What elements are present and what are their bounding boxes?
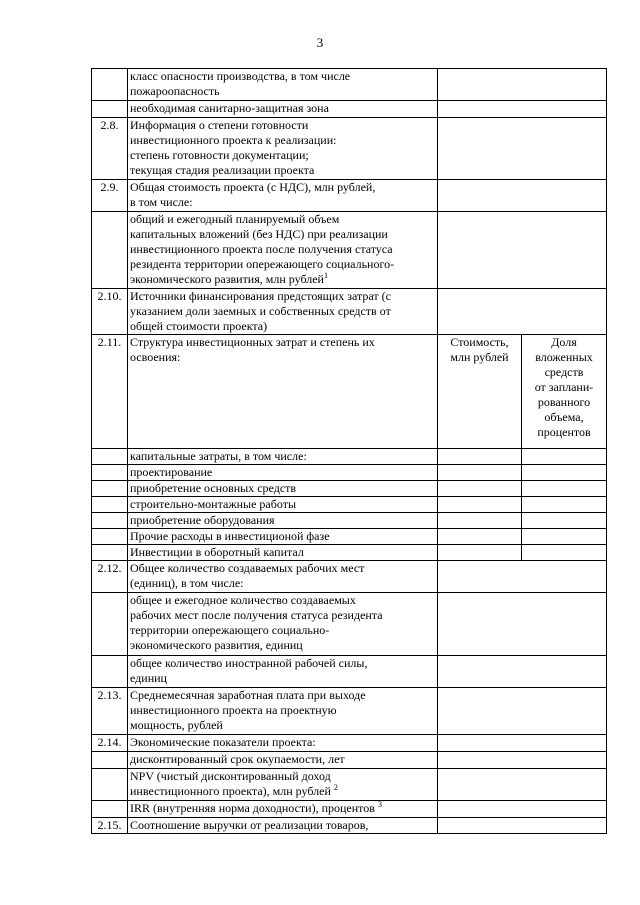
table-row — [92, 735, 607, 752]
share-value-cell[interactable] — [522, 449, 607, 465]
item-number-cell: 2.9. — [92, 180, 128, 212]
value-cell[interactable] — [438, 118, 607, 180]
cost-value-cell[interactable] — [438, 449, 522, 465]
table-row — [92, 118, 607, 180]
table-row — [92, 101, 607, 118]
cost-value-cell[interactable] — [438, 545, 522, 561]
table-row — [92, 529, 607, 545]
application-form-table — [91, 68, 607, 834]
item-number-cell: 2.11. — [92, 335, 128, 449]
footnote-marker: 2 — [333, 783, 338, 792]
value-cell[interactable] — [438, 818, 607, 834]
item-number-cell — [92, 212, 128, 289]
item-text-cell: приобретение оборудования — [128, 513, 438, 529]
value-cell[interactable] — [438, 801, 607, 818]
item-number-cell — [92, 545, 128, 561]
item-number-cell — [92, 449, 128, 465]
cost-value-cell[interactable] — [438, 529, 522, 545]
value-cell[interactable] — [438, 289, 607, 335]
table-row — [92, 335, 607, 449]
value-cell[interactable] — [438, 101, 607, 118]
value-cell[interactable] — [438, 769, 607, 801]
item-number-cell — [92, 513, 128, 529]
cost-value-cell[interactable] — [438, 481, 522, 497]
item-text-cell: Инвестиции в оборотный капитал — [128, 545, 438, 561]
item-number-cell — [92, 69, 128, 101]
item-number-cell: 2.14. — [92, 735, 128, 752]
cost-value-cell[interactable] — [438, 465, 522, 481]
table-row — [92, 752, 607, 769]
share-value-cell[interactable] — [522, 497, 607, 513]
item-text-cell: IRR (внутренняя норма доходности), процентов $^3$ — [128, 801, 438, 818]
item-text-cell: Прочие расходы в инвестиционой фазе — [128, 529, 438, 545]
share-column-header: Доля вложенных средств от заплани- рованного объема, процентов — [522, 335, 607, 449]
table-row — [92, 561, 607, 593]
item-number-cell: 2.13. — [92, 688, 128, 735]
table-row — [92, 545, 607, 561]
table-row — [92, 180, 607, 212]
item-number-cell — [92, 497, 128, 513]
table-row — [92, 497, 607, 513]
table-row — [92, 818, 607, 834]
item-text-cell: общее и ежегодное количество создаваемых рабочих мест после получения статуса резидента территории опережающего социально- экономического развития, единиц — [128, 593, 438, 656]
item-text-cell: класс опасности производства, в том числе пожароопасность — [128, 69, 438, 101]
item-text-cell: общий и ежегодный планируемый объем капитальных вложений (без НДС) при реализации инвестиционного проекта после получения статуса резидента территории опережающего социального- экономического развития, млн рублей$^1$ — [128, 212, 438, 289]
share-value-cell[interactable] — [522, 529, 607, 545]
share-value-cell[interactable] — [522, 513, 607, 529]
table-row — [92, 212, 607, 289]
table-row — [92, 481, 607, 497]
value-cell[interactable] — [438, 735, 607, 752]
value-cell[interactable] — [438, 593, 607, 656]
value-cell[interactable] — [438, 561, 607, 593]
item-text-cell: капитальные затраты, в том числе: — [128, 449, 438, 465]
value-cell[interactable] — [438, 180, 607, 212]
item-text-cell: Общая стоимость проекта (с НДС), млн рублей, в том числе: — [128, 180, 438, 212]
table-row — [92, 449, 607, 465]
item-text-cell: необходимая санитарно-защитная зона — [128, 101, 438, 118]
cost-column-header: Стоимость, млн рублей — [438, 335, 522, 449]
item-text-cell: Структура инвестиционных затрат и степень их освоения: — [128, 335, 438, 449]
item-text-cell: Общее количество создаваемых рабочих мест (единиц), в том числе: — [128, 561, 438, 593]
item-number-cell: 2.12. — [92, 561, 128, 593]
table-row — [92, 688, 607, 735]
share-value-cell[interactable] — [522, 481, 607, 497]
table-row — [92, 465, 607, 481]
item-text-cell: Соотношение выручки от реализации товаров, — [128, 818, 438, 834]
cost-value-cell[interactable] — [438, 513, 522, 529]
item-number-cell: 2.10. — [92, 289, 128, 335]
value-cell[interactable] — [438, 688, 607, 735]
table-row — [92, 69, 607, 101]
item-text-cell: дисконтированный срок окупаемости, лет — [128, 752, 438, 769]
value-cell[interactable] — [438, 212, 607, 289]
share-value-cell[interactable] — [522, 465, 607, 481]
table-row — [92, 593, 607, 656]
item-text-cell: Источники финансирования предстоящих затрат (с указанием доли заемных и собственных средств от общей стоимости проекта) — [128, 289, 438, 335]
item-number-cell: 2.15. — [92, 818, 128, 834]
table-row — [92, 289, 607, 335]
share-value-cell[interactable] — [522, 545, 607, 561]
value-cell[interactable] — [438, 69, 607, 101]
item-number-cell: 2.8. — [92, 118, 128, 180]
value-cell[interactable] — [438, 656, 607, 688]
table-row — [92, 801, 607, 818]
item-text-cell: NPV (чистый дисконтированный доход инвестиционного проекта), млн рублей $^2$ — [128, 769, 438, 801]
table-row — [92, 769, 607, 801]
item-number-cell — [92, 752, 128, 769]
item-number-cell — [92, 656, 128, 688]
item-number-cell — [92, 101, 128, 118]
item-number-cell — [92, 769, 128, 801]
item-text-cell: проектирование — [128, 465, 438, 481]
table-row — [92, 513, 607, 529]
item-text-cell: строительно-монтажные работы — [128, 497, 438, 513]
item-text-cell: Информация о степени готовности инвестиционного проекта к реализации: степень готовности документации; текущая стадия реализации проекта — [128, 118, 438, 180]
item-number-cell — [92, 465, 128, 481]
item-text-cell: приобретение основных средств — [128, 481, 438, 497]
item-text-cell: Среднемесячная заработная плата при выходе инвестиционного проекта на проектную мощность, рублей — [128, 688, 438, 735]
item-number-cell — [92, 481, 128, 497]
footnote-marker: 3 — [377, 800, 382, 809]
value-cell[interactable] — [438, 752, 607, 769]
item-text-cell: Экономические показатели проекта: — [128, 735, 438, 752]
item-number-cell — [92, 801, 128, 818]
table-row — [92, 656, 607, 688]
footnote-marker: 1 — [323, 271, 328, 280]
cost-value-cell[interactable] — [438, 497, 522, 513]
item-text-cell: общее количество иностранной рабочей силы, единиц — [128, 656, 438, 688]
item-number-cell — [92, 593, 128, 656]
item-number-cell — [92, 529, 128, 545]
page-number: 3 — [316, 35, 324, 50]
